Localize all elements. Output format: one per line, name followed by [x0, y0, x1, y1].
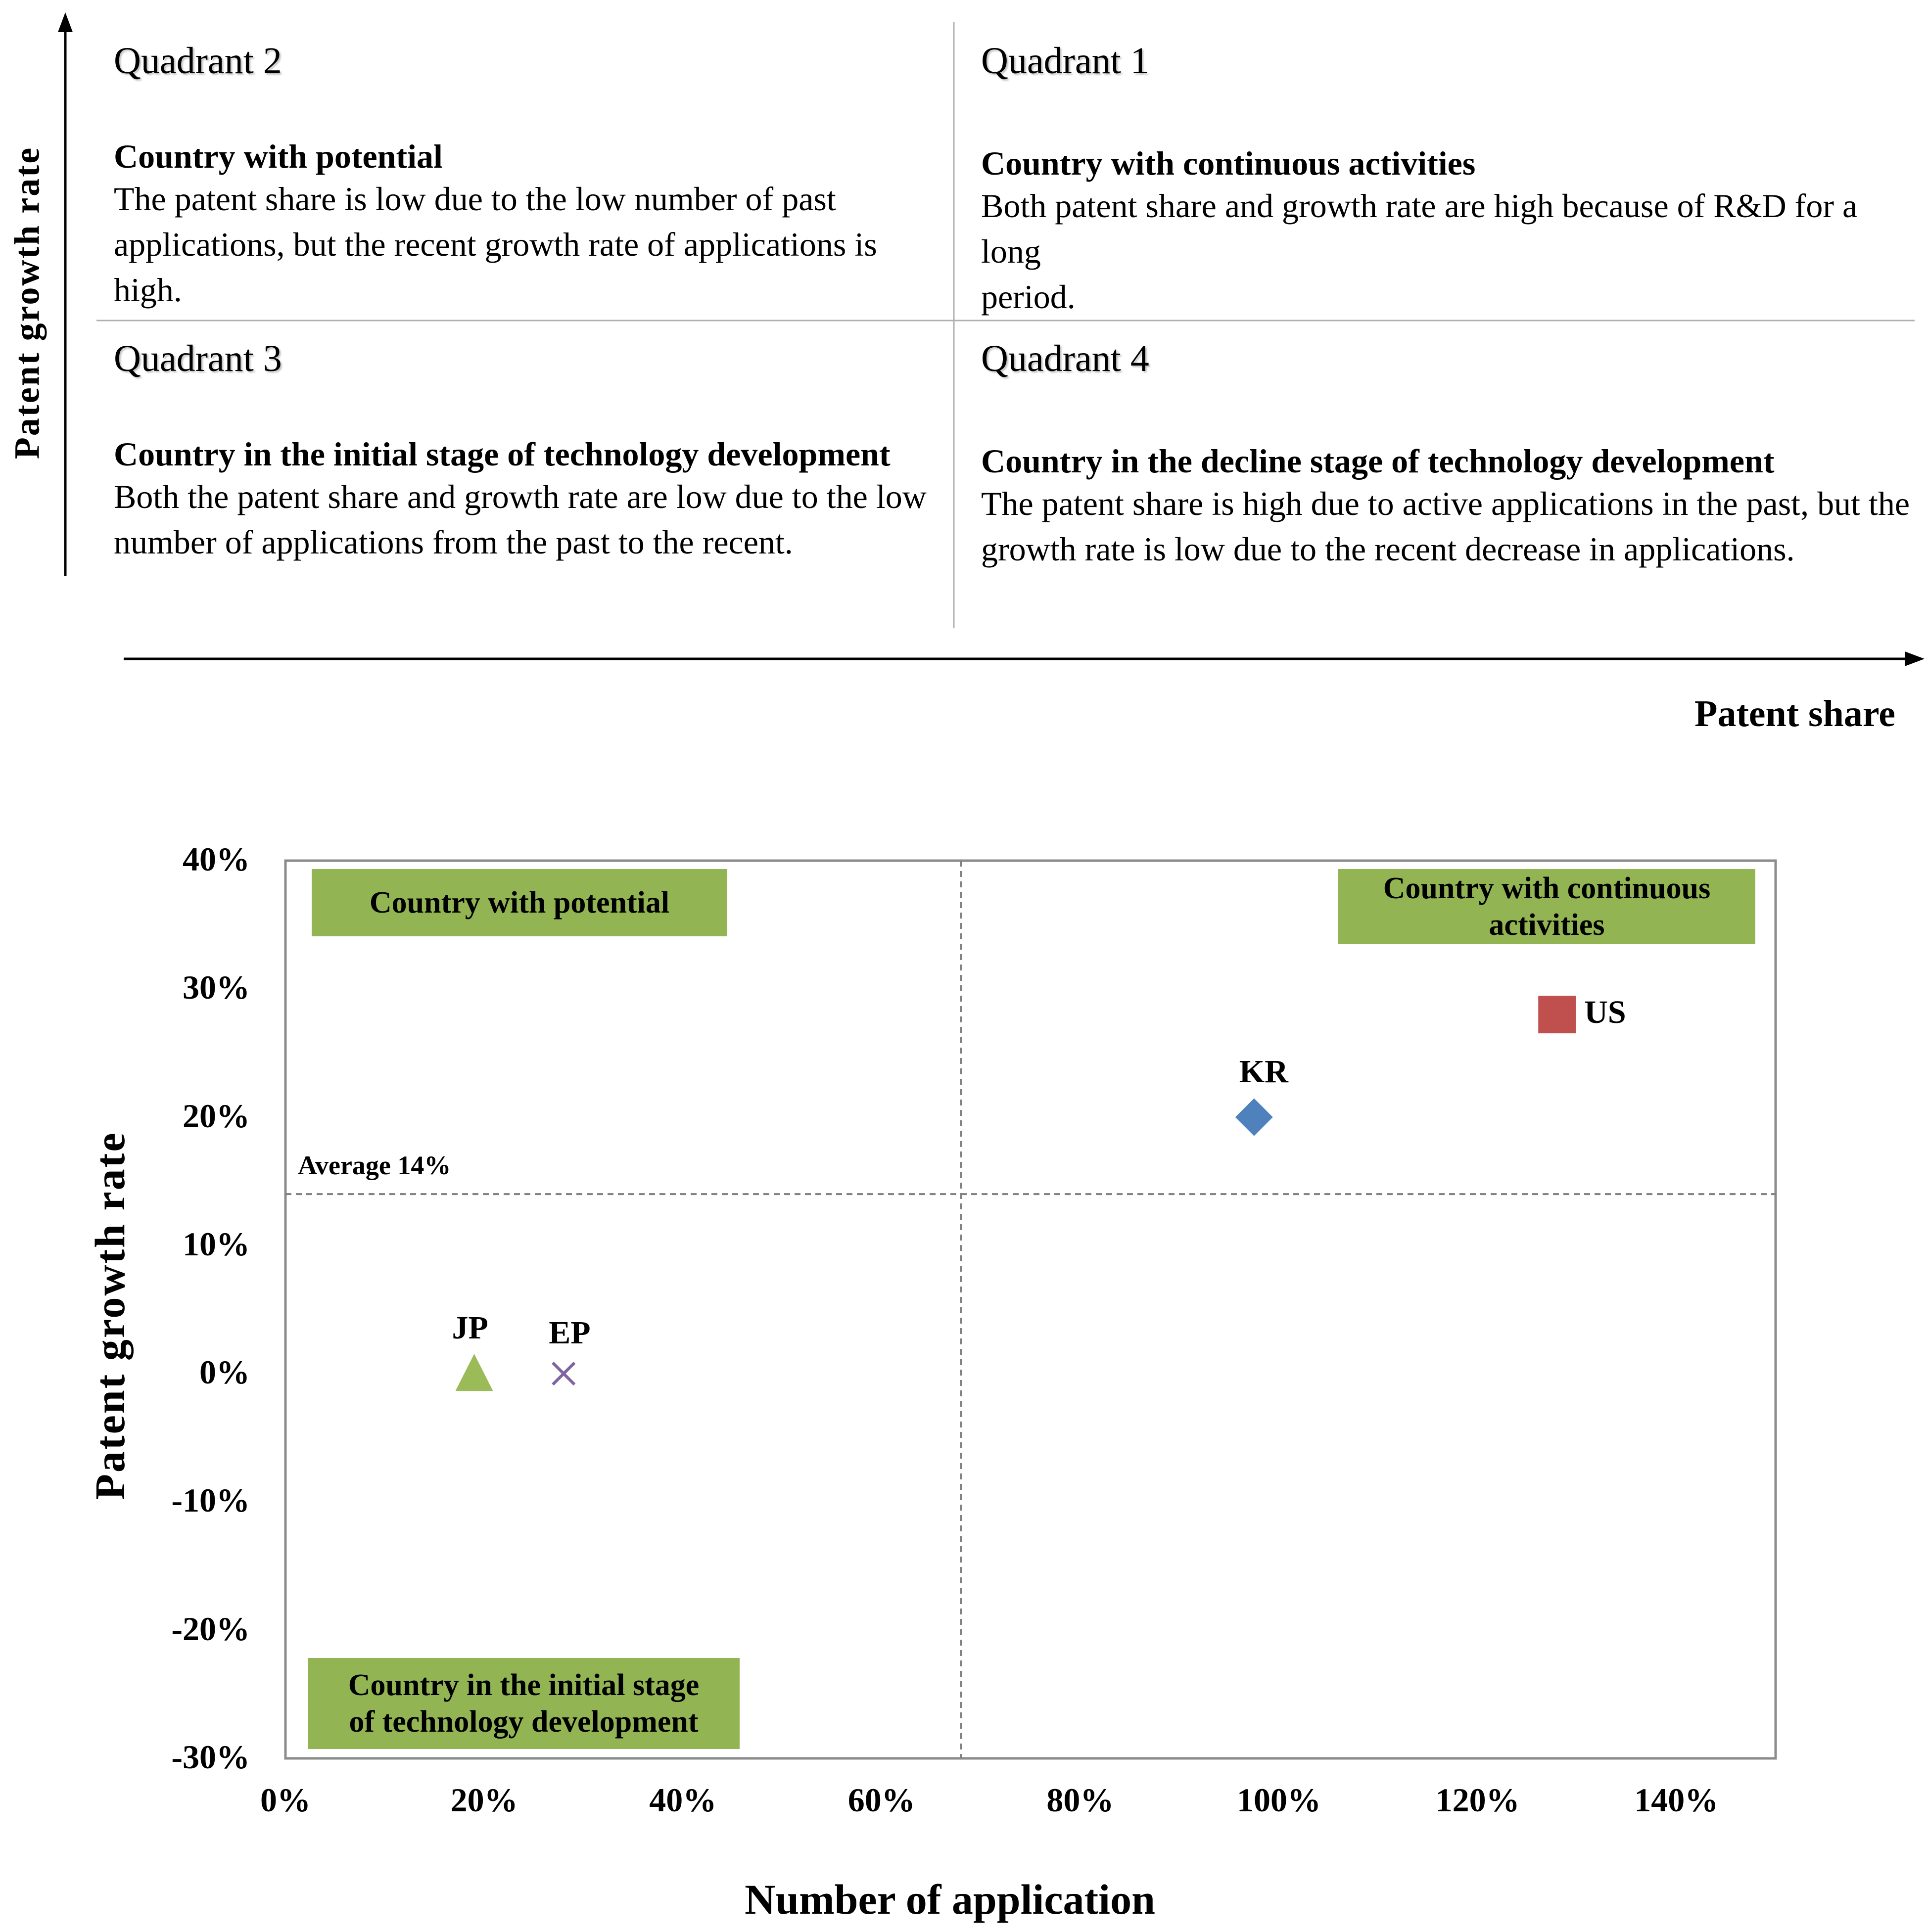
x-tick-label: 40%: [649, 1781, 717, 1819]
plot-area-frame: [285, 861, 1776, 1758]
quadrant-2: [114, 40, 945, 313]
quadrant-2-title: Quadrant 2: [114, 40, 282, 82]
quadrant-3-heading: Country in the initial stage of technology development: [114, 435, 891, 473]
quadrant-3-title: Quadrant 3: [114, 338, 282, 379]
x-tick-label: 100%: [1237, 1781, 1321, 1819]
x-tick-label: 0%: [260, 1781, 311, 1819]
quadrant-1-line-2: period.: [981, 278, 1076, 316]
quadrant-3-line-2: number of applications from the past to the recent.: [114, 523, 793, 561]
quadrant-1: [981, 40, 1916, 320]
quadrant-2-line-1: The patent share is low due to the low number of past: [114, 180, 836, 218]
concept-x-arrowhead: [1905, 651, 1925, 666]
point-label-jp: JP: [452, 1310, 488, 1346]
point-label-us: US: [1584, 994, 1626, 1031]
quadrant-1-heading: Country with continuous activities: [981, 144, 1476, 182]
point-jp: [456, 1354, 493, 1391]
quadrant-2-heading: Country with potential: [114, 138, 443, 175]
concept-y-axis-label: Patent growth rate: [7, 146, 47, 460]
region-label-continuous-line-2: activities: [1489, 908, 1605, 942]
region-label-continuous-line-1: Country with continuous: [1383, 872, 1711, 905]
chart-x-axis-label: Number of application: [745, 1876, 1155, 1923]
x-tick-label: 80%: [1046, 1781, 1114, 1819]
x-tick-label: 140%: [1634, 1781, 1719, 1819]
y-tick-label: 30%: [183, 968, 250, 1007]
quadrant-1-title: Quadrant 1: [981, 40, 1149, 82]
y-tick-label: -10%: [171, 1481, 250, 1519]
region-label-initial-line-1: Country in the initial stage: [348, 1668, 700, 1702]
quadrant-4-line-1: The patent share is high due to active applications in the past, but the: [981, 485, 1910, 522]
x-tick-label: 120%: [1435, 1781, 1520, 1819]
y-tick-label: -20%: [171, 1610, 250, 1648]
point-label-kr: KR: [1239, 1053, 1288, 1090]
quadrant-3-line-1: Both the patent share and growth rate are low due to the low: [114, 478, 927, 515]
y-tick-label: -30%: [171, 1738, 250, 1776]
region-label-initial: [308, 1658, 740, 1749]
region-label-potential: [312, 869, 727, 936]
y-tick-label: 0%: [199, 1353, 250, 1391]
average-label: Average 14%: [298, 1150, 451, 1180]
concept-y-arrowhead: [58, 12, 73, 32]
quadrant-2-line-2: applications, but the recent growth rate of applications is high.: [114, 226, 877, 309]
y-tick-label: 10%: [183, 1225, 250, 1263]
quadrant-4-heading: Country in the decline stage of technology development: [981, 442, 1775, 480]
quadrant-3: [114, 337, 945, 565]
point-label-ep: EP: [549, 1315, 591, 1351]
concept-x-axis-label: Patent share: [1694, 693, 1895, 735]
point-ep: [553, 1363, 574, 1384]
quadrant-4: [981, 337, 1916, 572]
region-label-potential-text: Country with potential: [369, 886, 670, 920]
y-tick-label: 20%: [183, 1097, 250, 1135]
y-tick-label: 40%: [183, 840, 250, 878]
x-tick-label: 20%: [450, 1781, 518, 1819]
point-kr: [1235, 1099, 1273, 1136]
region-label-continuous: [1338, 869, 1755, 944]
quadrant-1-line-1: Both patent share and growth rate are high because of R&D for a long: [981, 187, 1858, 270]
quadrant-4-line-2: growth rate is low due to the recent decrease in applications.: [981, 530, 1795, 568]
region-label-initial-line-2: of technology development: [349, 1705, 699, 1739]
point-us: [1538, 996, 1576, 1033]
chart-y-axis-label: Patent growth rate: [86, 1131, 134, 1500]
x-tick-label: 60%: [847, 1781, 915, 1819]
quadrant-4-title: Quadrant 4: [981, 338, 1149, 379]
